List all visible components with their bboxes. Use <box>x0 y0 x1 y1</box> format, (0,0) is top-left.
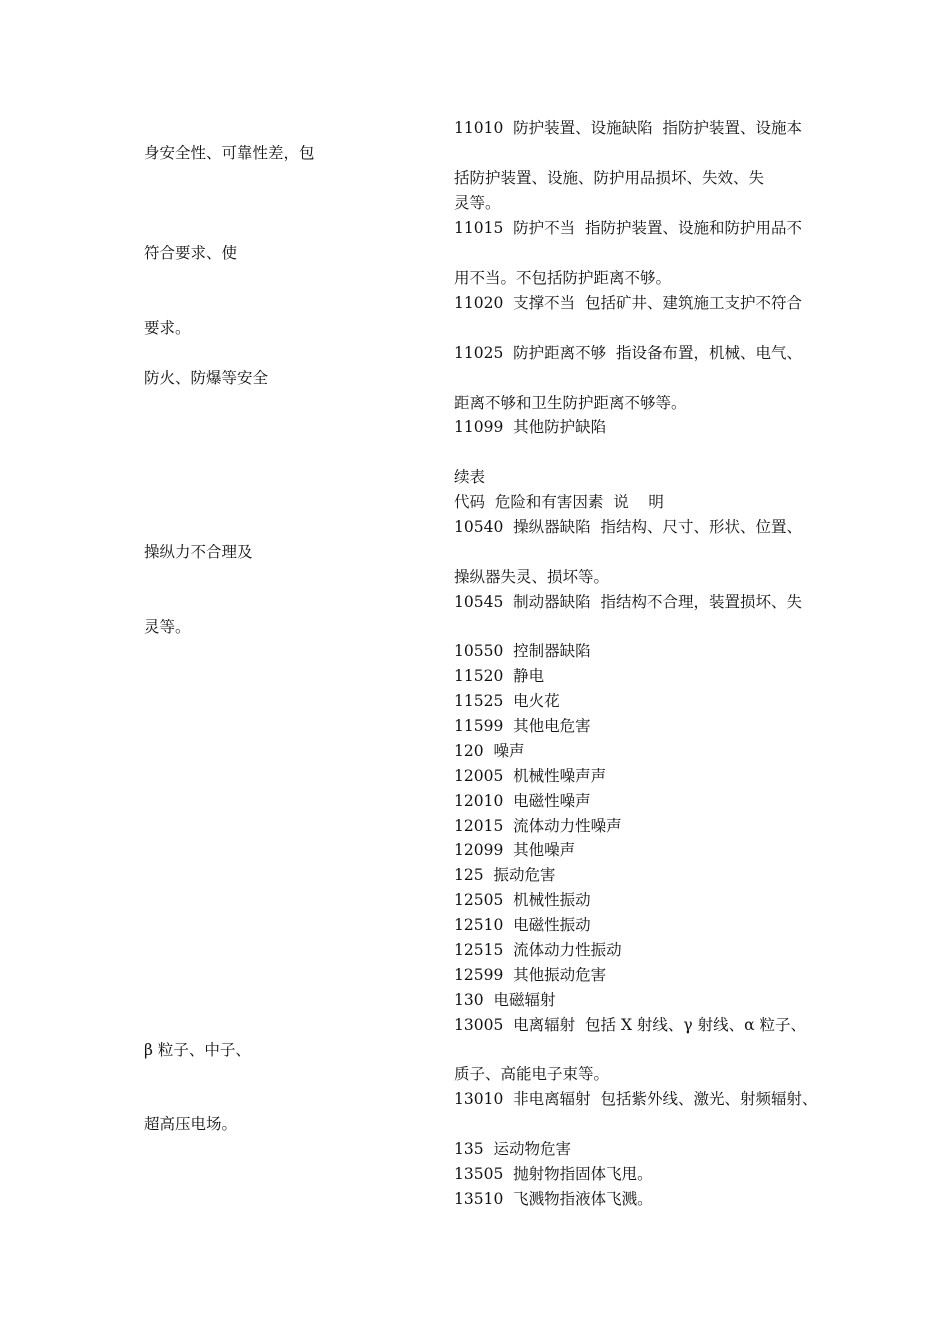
continued-table-label: 续表 <box>454 468 486 486</box>
text-line: 距离不够和卫生防护距离不够等。 <box>454 394 687 412</box>
text-line: 12005 机械性噪声声 <box>454 767 607 785</box>
text-line: 13510 飞溅物指液体飞溅。 <box>454 1190 653 1208</box>
text-line: 11020 支撑不当 包括矿井、建筑施工支护不符合 <box>454 294 803 312</box>
text-line: 12015 流体动力性噪声 <box>454 817 622 835</box>
text-line: 要求。 <box>144 319 191 337</box>
text-line: β 粒子、中子、 <box>144 1041 251 1059</box>
text-line: 13010 非电离辐射 包括紫外线、激光、射频辐射、 <box>454 1090 818 1108</box>
text-line: 11099 其他防护缺陷 <box>454 418 607 436</box>
text-line: 11015 防护不当 指防护装置、设施和防护用品不 <box>454 219 803 237</box>
text-line: 灵等。 <box>144 618 191 636</box>
text-line: 125 振动危害 <box>454 866 556 884</box>
text-line: 用不当。不包括防护距离不够。 <box>454 269 672 287</box>
text-line: 超高压电场。 <box>144 1115 238 1133</box>
text-line: 身安全性、可靠性差，包 <box>144 144 315 162</box>
text-line: 10550 控制器缺陷 <box>454 642 591 660</box>
text-line: 括防护装置、设施、防护用品损坏、失效、失 <box>454 169 765 187</box>
text-line: 13005 电离辐射 包括 X 射线、γ 射线、α 粒子、 <box>454 1016 806 1034</box>
text-line: 12099 其他噪声 <box>454 841 576 859</box>
text-line: 10540 操纵器缺陷 指结构、尺寸、形状、位置、 <box>454 518 803 536</box>
text-line: 13505 抛射物指固体飞甩。 <box>454 1165 653 1183</box>
text-line: 11025 防护距离不够 指设备布置，机械、电气、 <box>454 344 803 362</box>
text-line: 质子、高能电子束等。 <box>454 1065 610 1083</box>
text-line: 130 电磁辐射 <box>454 991 556 1009</box>
text-line: 操纵力不合理及 <box>144 543 253 561</box>
text-line: 灵等。 <box>454 194 501 212</box>
text-line: 11010 防护装置、设施缺陷 指防护装置、设施本 <box>454 119 803 137</box>
text-line: 11520 静电 <box>454 667 545 685</box>
text-line: 12510 电磁性振动 <box>454 916 591 934</box>
text-line: 12599 其他振动危害 <box>454 966 607 984</box>
text-line: 135 运动物危害 <box>454 1140 571 1158</box>
text-line: 10545 制动器缺陷 指结构不合理，装置损坏、失 <box>454 593 803 611</box>
text-line: 操纵器失灵、损坏等。 <box>454 568 610 586</box>
text-line: 11599 其他电危害 <box>454 717 591 735</box>
text-line: 12010 电磁性噪声 <box>454 792 591 810</box>
text-line: 120 噪声 <box>454 742 525 760</box>
table-header: 代码 危险和有害因素 说 明 <box>454 493 664 511</box>
text-line: 11525 电火花 <box>454 692 560 710</box>
text-line: 12515 流体动力性振动 <box>454 941 622 959</box>
text-line: 12505 机械性振动 <box>454 891 591 909</box>
text-line: 符合要求、使 <box>144 244 238 262</box>
text-line: 防火、防爆等安全 <box>144 369 269 387</box>
